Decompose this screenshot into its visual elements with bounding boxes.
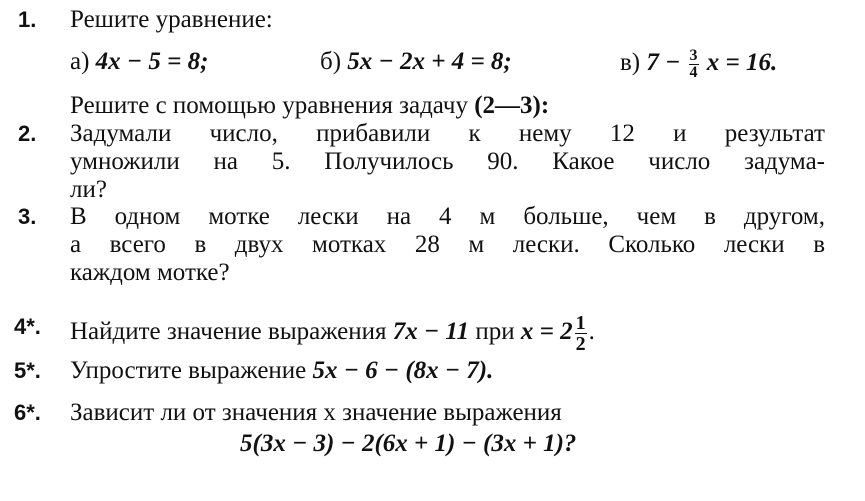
task-1c-frac-den: 4 xyxy=(689,64,698,81)
task-1c-pre: 7 − xyxy=(646,49,681,77)
task-1-number: 1. xyxy=(18,7,37,32)
section-heading xyxy=(70,92,549,120)
task-6-text: Зависит ли от значения x значение выражения xyxy=(70,399,562,426)
task-2-line-2: умножили на 5. Получилось 90. Какое число задума- xyxy=(70,148,825,175)
task-3-line-1: В одном мотке лески на 4 м больше, чем в другом, xyxy=(70,203,825,230)
task-4-number: 4*. xyxy=(14,314,41,339)
task-6-expression-text: 5(3x − 3) − 2(6x + 1) − (3x + 1)? xyxy=(240,430,577,457)
task-1a-label: а) xyxy=(70,48,90,75)
task-3-number: 3. xyxy=(18,204,37,229)
task-3-line-2: а всего в двух мотках 28 м лески. Сколько лески в xyxy=(70,231,825,258)
task-1-title: Решите уравнение: xyxy=(70,6,273,33)
section-heading-range: (2—3): xyxy=(474,92,550,119)
task-4-line xyxy=(70,313,595,354)
task-1c-post: x = 16. xyxy=(706,49,778,77)
task-1b xyxy=(320,48,512,76)
task-4-expression: 7x − 11 xyxy=(392,318,470,346)
task-1c-frac-num: 3 xyxy=(689,47,698,64)
task-1c xyxy=(620,48,777,81)
task-4-text: Найдите значение выражения xyxy=(70,318,387,346)
task-4-end: . xyxy=(588,318,595,346)
task-2-number: 2. xyxy=(18,121,37,146)
task-5-line xyxy=(70,357,493,385)
task-6-number: 6*. xyxy=(14,400,41,425)
task-6-expression xyxy=(240,430,576,458)
task-1a-equation: 4x − 5 = 8; xyxy=(95,48,209,75)
task-4-fraction xyxy=(575,313,587,354)
task-5-expression: 5x − 6 − (8x − 7). xyxy=(312,357,494,384)
task-5-text: Упростите выражение xyxy=(70,357,307,384)
task-4-frac-num: 1 xyxy=(575,312,586,334)
task-2-line-1: Задумали число, прибавили к нему 12 и результат xyxy=(70,120,825,147)
task-3-line-3: каждом мотке? xyxy=(70,259,230,286)
section-heading-text: Решите с помощью уравнения задачу xyxy=(70,92,468,119)
task-1a xyxy=(70,48,208,76)
task-2-line-3: ли? xyxy=(70,176,107,203)
task-5-number: 5*. xyxy=(14,358,41,383)
task-1c-label: в) xyxy=(620,49,641,77)
task-4-middle: при xyxy=(475,318,515,346)
task-4-var: x = 2 xyxy=(520,318,573,346)
task-1b-label: б) xyxy=(320,48,342,75)
task-4-frac-den: 2 xyxy=(575,333,586,355)
task-1c-fraction xyxy=(689,48,699,81)
task-1b-equation: 5x − 2x + 4 = 8; xyxy=(347,48,512,75)
